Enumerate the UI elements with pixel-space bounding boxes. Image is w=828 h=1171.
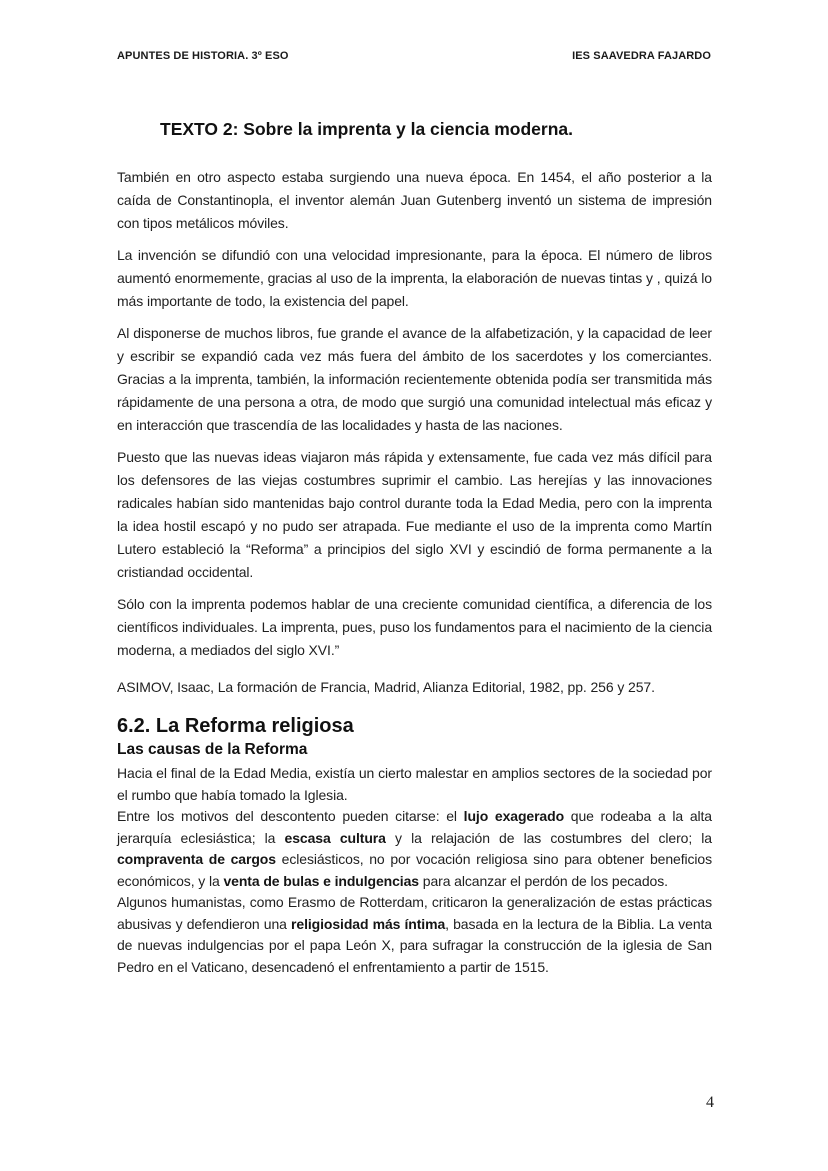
texto2-title: TEXTO 2: Sobre la imprenta y la ciencia moderna. bbox=[160, 119, 574, 139]
header-right-text: IES SAAVEDRA FAJARDO bbox=[572, 50, 711, 62]
page-content bbox=[117, 119, 712, 978]
texto2-paragraph: También en otro aspecto estaba surgiendo una nueva época. En 1454, el año posterior a la caída de Constantinopla, el inventor alemán Juan Gutenberg inventó un sistema de impresión con tipos metálicos móviles. bbox=[117, 169, 712, 231]
texto2-paragraph: Puesto que las nuevas ideas viajaron más rápida y extensamente, fue cada vez más difícil para los defensores de las viejas costumbres suprimir el cambio. Las herejías y las innovaciones radicales habían sido mantenidas bajo control durante toda la Edad Media, pero con la imprenta la idea hostil escapó y no pudo ser atrapada. Fue mediante el uso de la imprenta como Martín Lutero estableció la “Reforma” a principios del siglo XVI y escindió de forma permanente a la cristiandad occidental. bbox=[117, 449, 712, 580]
texto2-paragraph: Al disponerse de muchos libros, fue grande el avance de la alfabetización, y la capacidad de leer y escribir se expandió cada vez más fuera del ámbito de los sacerdotes y los comerciantes. Gracias a la imprenta, también, la información recientemente obtenida podía ser transmitida más rápidamente de una persona a otra, de modo que surgió una comunidad intelectual más eficaz y en interacción que trascendía de las localidades y hasta de las naciones. bbox=[117, 325, 712, 433]
section-heading-reforma: 6.2. La Reforma religiosa bbox=[117, 715, 354, 737]
section-subheading-causas: Las causas de la Reforma bbox=[117, 741, 308, 758]
reforma-paragraph: Entre los motivos del descontento pueden citarse: el lujo exagerado que rodeaba a la alta jerarquía eclesiástica; la escasa cultura y la relajación de las costumbres del clero; la compraventa de cargos eclesiásticos, no por vocación religiosa sino para obtener beneficios económicos, y la venta de bulas e indulgencias para alcanzar el perdón de los pecados. bbox=[117, 808, 712, 889]
reforma-paragraph: Algunos humanistas, como Erasmo de Rotterdam, criticaron la generalización de estas prácticas abusivas y defendieron una religiosidad más íntima, basada en la lectura de la Biblia. La venta de nuevas indulgencias por el papa León X, para sufragar la construcción de la iglesia de San Pedro en el Vaticano, desencadenó el enfrentamiento a partir de 1515. bbox=[117, 894, 712, 975]
texto2-paragraph: Sólo con la imprenta podemos hablar de una creciente comunidad científica, a diferencia de los científicos individuales. La imprenta, pues, puso los fundamentos para el nacimiento de la ciencia moderna, a mediados del siglo XVI.” bbox=[117, 596, 712, 658]
page-header bbox=[117, 50, 711, 62]
source-citation: ASIMOV, Isaac, La formación de Francia, Madrid, Alianza Editorial, 1982, pp. 256 y 257. bbox=[117, 679, 655, 695]
page-number: 4 bbox=[706, 1094, 714, 1111]
texto2-paragraph: La invención se difundió con una velocidad impresionante, para la época. El número de libros aumentó enormemente, gracias al uso de la imprenta, la elaboración de nuevas tintas y , quizá lo más importante de todo, la existencia del papel. bbox=[117, 247, 712, 309]
reforma-paragraph: Hacia el final de la Edad Media, existía un cierto malestar en amplios sectores de la sociedad por el rumbo que había tomado la Iglesia. bbox=[117, 765, 712, 803]
header-left-text: APUNTES DE HISTORIA. 3º ESO bbox=[117, 50, 289, 62]
